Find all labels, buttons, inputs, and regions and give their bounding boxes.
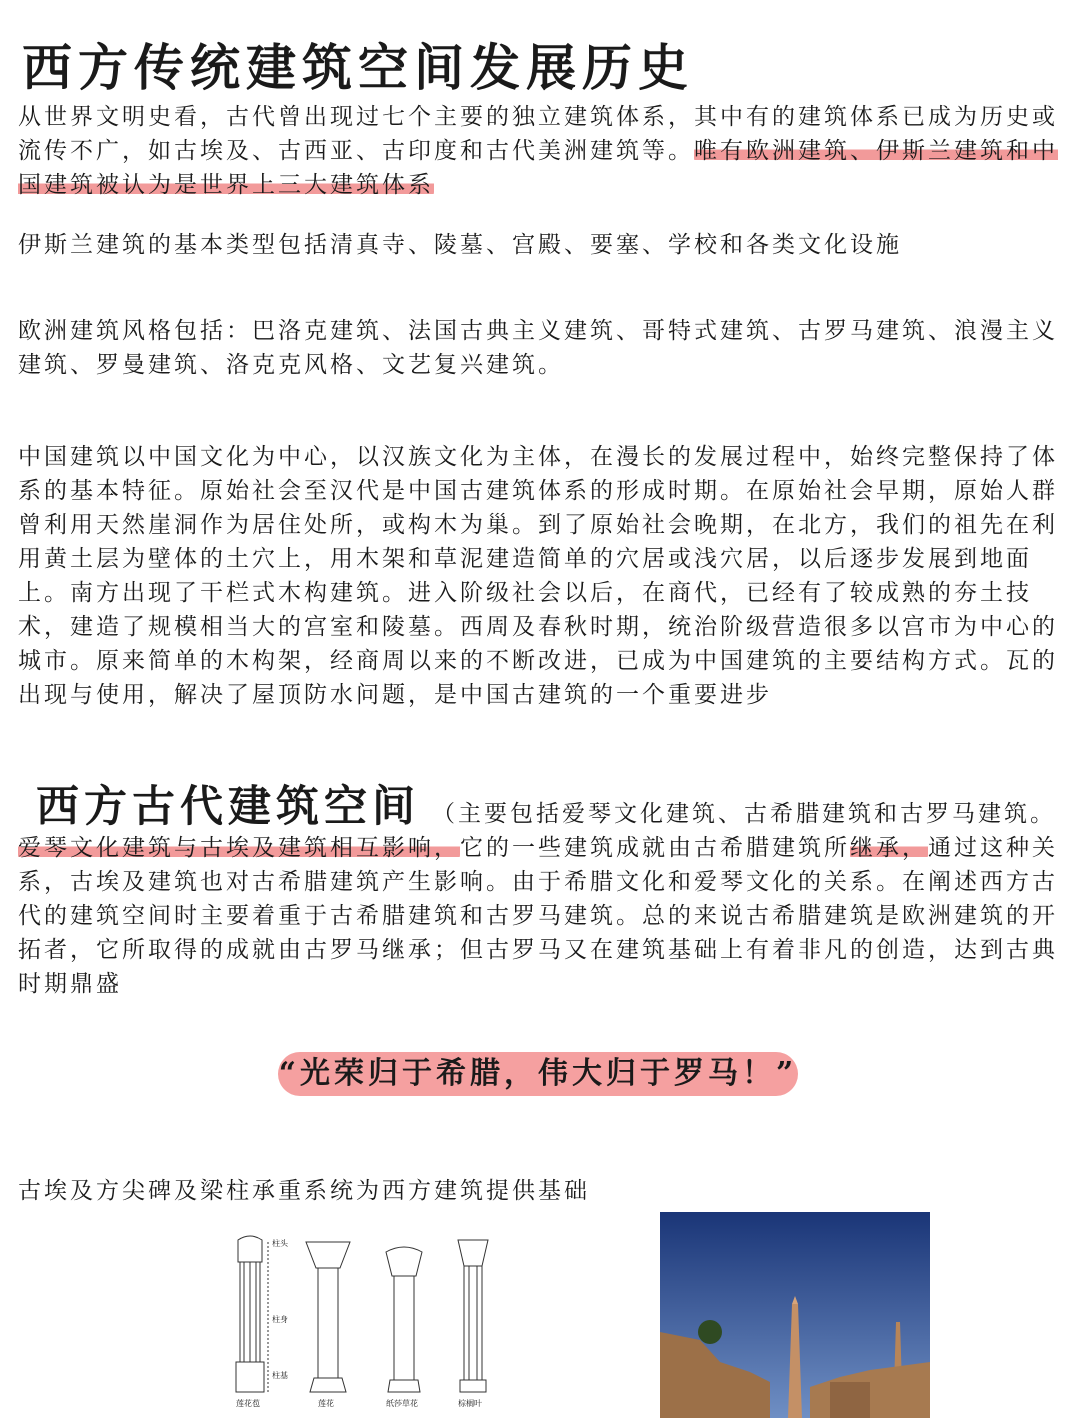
obelisk-photo <box>660 1212 930 1418</box>
label-capital: 柱头 <box>272 1239 288 1248</box>
section2-heading: 西方古代建筑空间 <box>36 782 420 832</box>
column-diagram <box>228 1232 528 1412</box>
obelisk-photo-svg <box>660 1212 930 1418</box>
name-lotus-bud: 莲花苞 <box>236 1399 260 1408</box>
section2-highlight2: 继承， <box>850 835 928 861</box>
islamic-paragraph: 伊斯兰建筑的基本类型包括清真寺、陵墓、宫殿、要塞、学校和各类文化设施 <box>18 232 902 258</box>
name-lotus: 莲花 <box>318 1399 334 1408</box>
section2-mid: 它的一些建筑成就由古希腊建筑所 <box>460 835 850 861</box>
label-shaft: 柱身 <box>272 1315 288 1324</box>
image-caption: 古埃及方尖碑及梁柱承重系统为西方建筑提供基础 <box>18 1178 590 1204</box>
label-base: 柱基 <box>272 1371 288 1380</box>
section2-highlight: 爱琴文化建筑与古埃及建筑相互影响， <box>18 835 460 861</box>
intro-text: 从世界文明史看，古代曾出现过七个主要的独立建筑体系，其中有的建筑体系已成为历史或流传不广，如古埃及、古西亚、古印度和古代美洲建筑等。 <box>18 104 1058 164</box>
chinese-paragraph: 中国建筑以中国文化为中心，以汉族文化为主体，在漫长的发展过程中，始终完整保持了体系的基本特征。原始社会至汉代是中国古建筑体系的形成时期。在原始社会早期，原始人群曾利用天然崖洞作为居住处所，或构木为巢。到了原始社会晚期，在北方，我们的祖先在利用黄土层为壁体的土穴上，用木架和草泥建造简单的穴居或浅穴居，以后逐步发展到地面上。南方出现了干栏式木构建筑。进入阶级社会以后，在商代，已经有了较成熟的夯土技术，建造了规模相当大的宫室和陵墓。西周及春秋时期，统治阶级营造很多以宫市为中心的城市。原来简单的木构架，经商周以来的不断改进，已成为中国建筑的主要结构方式。瓦的出现与使用，解决了屋顶防水问题，是中国古建筑的一个重要进步 <box>18 444 1058 708</box>
column-diagram-svg <box>228 1232 528 1412</box>
name-papyrus: 纸莎草花 <box>386 1399 418 1408</box>
quote-banner: “光荣归于希腊，伟大归于罗马！” <box>278 1052 798 1096</box>
section2-lead: （主要包括爱琴文化建筑、古希腊建筑和古罗马建筑。 <box>432 801 1056 827</box>
section2-rest: 通过这种关系，古埃及建筑也对古希腊建筑产生影响。由于希腊文化和爱琴文化的关系。在阐述西方古代的建筑空间时主要着重于古希腊建筑和古罗马建筑。总的来说古希腊建筑是欧洲建筑的开拓者，它所取得的成就由古罗马继承；但古罗马又在建筑基础上有着非凡的创造，达到古典时期鼎盛 <box>18 835 1058 997</box>
intro-highlight: 唯有欧洲建筑、伊斯兰建筑和中国建筑被认为是世界上三大建筑体系 <box>18 138 1058 198</box>
page-title: 西方传统建筑空间发展历史 <box>22 38 694 97</box>
european-paragraph: 欧洲建筑风格包括：巴洛克建筑、法国古典主义建筑、哥特式建筑、古罗马建筑、浪漫主义建筑、罗曼建筑、洛克克风格、文艺复兴建筑。 <box>18 318 1058 378</box>
name-palm: 棕榈叶 <box>458 1399 482 1408</box>
section2-paragraph <box>18 782 1063 1001</box>
intro-paragraph <box>18 100 1063 202</box>
